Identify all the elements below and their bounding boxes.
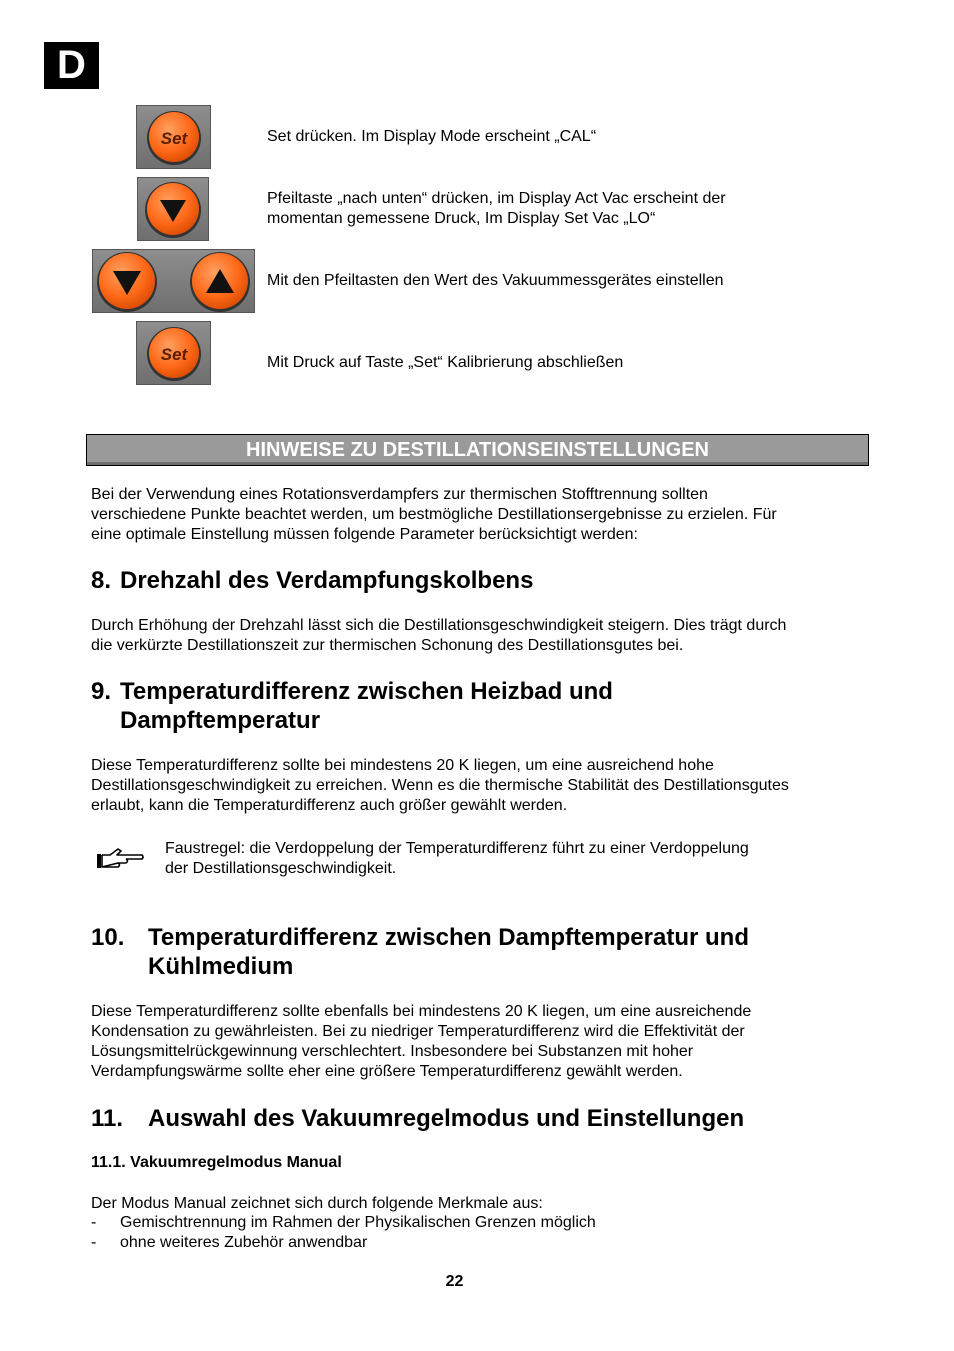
arrow-buttons-image [92,249,255,313]
section-9-heading: 9. Temperaturdifferenz zwischen Heizbad und Dampftemperatur [91,678,613,734]
language-badge: D [44,42,99,89]
list-item: ohne weiteres Zubehör anwendbar [120,1234,368,1251]
intro-paragraph: Bei der Verwendung eines Rotationsverdampfers zur thermischen Stofftrennung sollten verschiedene Punkte beachtet werden, um bestmögliche Destillationsergebnisse zu erzielen. Für eine optimale Einstellung müssen folgende Parameter berücksichtigt werden: [91,486,777,543]
set-button-image-2 [136,321,211,385]
tip-text: Faustregel: die Verdoppelung der Temperaturdifferenz führt zu einer Verdoppelung der Destillationsgeschwindigkeit. [165,840,749,877]
step-4-text: Mit Druck auf Taste „Set“ Kalibrierung abschließen [267,354,624,371]
page-number: 22 [445,1273,464,1290]
section-10-paragraph: Diese Temperaturdifferenz sollte ebenfalls bei mindestens 20 K liegen, um eine ausreichende Kondensation zu gewährleisten. Bei zu niedriger Temperaturdifferenz wird die Effektivität der Lösungsmittelrückgewinnung verschlechtert. Insbesondere bei Substanzen mit hoher Verdampfungswärme sollte eher eine größere Temperaturdifferenz gewählt werden. [91,1003,752,1080]
set-button-label: Set [160,345,188,364]
pointing-hand-icon [96,845,146,871]
list-item: Gemischtrennung im Rahmen der Physikalischen Grenzen möglich [120,1214,596,1231]
section-8-paragraph: Durch Erhöhung der Drehzahl lässt sich die Destillationsgeschwindigkeit steigern. Dies trägt durch die verkürzte Destillationszeit zur thermischen Schonung des Destillationsgutes bei. [91,617,787,654]
section-banner: HINWEISE ZU DESTILLATIONSEINSTELLUNGEN [86,434,869,466]
section-8-heading: 8. Drehzahl des Verdampfungskolbens [91,567,534,594]
section-9-paragraph: Diese Temperaturdifferenz sollte bei mindestens 20 K liegen, um eine ausreichend hohe Destillationsgeschwindigkeit zu erreichen. Wenn es die thermische Stabilität des Destillationsgutes erlaubt, kann die Temperaturdifferenz auch größer gewählt werden. [91,757,789,814]
arrow-down-button-icon [138,178,208,240]
set-button-icon [137,322,210,384]
step-2-text: Pfeiltaste „nach unten“ drücken, im Display Act Vac erscheint der momentan gemessene Druck, Im Display Set Vac „LO“ [267,190,726,227]
section-10-heading: 10. Temperaturdifferenz zwischen Dampftemperatur und Kühlmedium [91,924,749,980]
bullet-marker: - [91,1214,97,1231]
section-11-intro: Der Modus Manual zeichnet sich durch folgende Merkmale aus: [91,1195,543,1212]
section-11-1-heading: 11.1. Vakuumregelmodus Manual [91,1154,342,1171]
bullet-marker: - [91,1234,97,1251]
set-button-icon [137,106,210,168]
section-11-heading: 11. Auswahl des Vakuumregelmodus und Einstellungen [91,1105,745,1132]
arrow-down-up-buttons-icon [93,250,254,312]
set-button-image [136,105,211,169]
step-1-text: Set drücken. Im Display Mode erscheint „CAL“ [267,128,597,145]
set-button-label: Set [160,129,188,148]
down-arrow-button-image [137,177,209,241]
step-3-text: Mit den Pfeiltasten den Wert des Vakuummessgerätes einstellen [267,272,724,289]
